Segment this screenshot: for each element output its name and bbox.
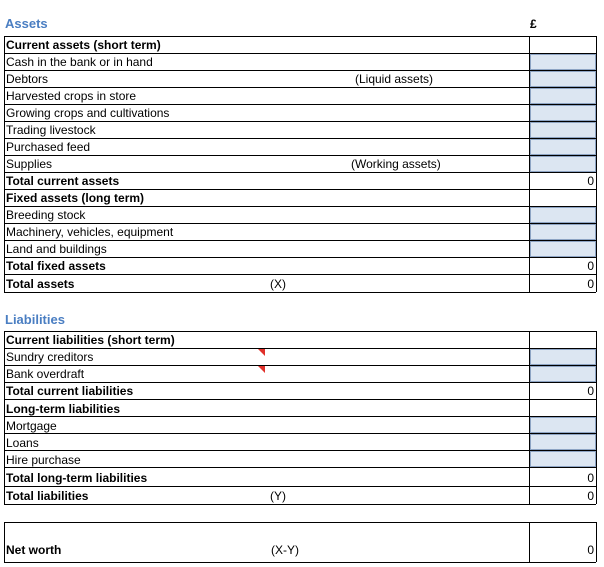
row-divider: [4, 450, 596, 451]
row-divider: [4, 53, 596, 54]
table-border: [4, 36, 596, 37]
currency-symbol: £: [530, 17, 537, 31]
debtors-label: Debtors: [6, 72, 49, 86]
row-divider: [4, 365, 596, 366]
harvested-crops-input[interactable]: [530, 88, 596, 104]
hire-purchase-input[interactable]: [530, 451, 596, 467]
row-divider: [4, 70, 596, 71]
row-divider: [4, 121, 596, 122]
row-divider: [4, 223, 596, 224]
total-current-liabilities-value: 0: [587, 384, 594, 398]
growing-crops-label: Growing crops and cultivations: [6, 106, 170, 120]
net-worth-value: 0: [587, 543, 594, 557]
net-worth-label: Net worth: [6, 543, 62, 557]
long-term-liabilities-heading: Long-term liabilities: [6, 402, 121, 416]
total-liabilities-label: Total liabilities: [6, 489, 89, 503]
debtors-input[interactable]: [530, 71, 596, 87]
row-divider: [4, 486, 596, 487]
row-divider: [4, 138, 596, 139]
total-long-term-liabilities-value: 0: [587, 471, 594, 485]
growing-crops-input[interactable]: [530, 105, 596, 121]
land-buildings-label: Land and buildings: [6, 242, 107, 256]
harvested-crops-label: Harvested crops in store: [6, 89, 137, 103]
row-divider: [4, 155, 596, 156]
table-border: [4, 522, 5, 562]
total-current-assets-value: 0: [587, 174, 594, 188]
purchased-feed-label: Purchased feed: [6, 140, 91, 154]
cash-label: Cash in the bank or in hand: [6, 55, 153, 69]
assets-heading: Assets: [5, 16, 48, 31]
mortgage-label: Mortgage: [6, 419, 57, 433]
comment-marker-icon[interactable]: [258, 349, 265, 356]
table-border: [4, 331, 5, 504]
table-border: [4, 331, 596, 332]
sundry-creditors-input[interactable]: [530, 349, 596, 365]
total-liabilities-value: 0: [587, 489, 594, 503]
total-liabilities-marker: (Y): [270, 489, 286, 503]
total-assets-value: 0: [587, 277, 594, 291]
table-border: [596, 36, 597, 292]
current-assets-heading: Current assets (short term): [6, 38, 161, 52]
comment-marker-icon[interactable]: [258, 366, 265, 373]
table-border: [596, 331, 597, 504]
liabilities-heading: Liabilities: [5, 312, 65, 327]
row-divider: [4, 206, 596, 207]
row-divider: [4, 257, 596, 258]
land-buildings-input[interactable]: [530, 241, 596, 257]
breeding-stock-label: Breeding stock: [6, 208, 86, 222]
row-divider: [4, 172, 596, 173]
total-fixed-assets-label: Total fixed assets: [6, 259, 106, 273]
row-divider: [4, 382, 596, 383]
row-divider: [4, 189, 596, 190]
total-assets-label: Total assets: [6, 277, 75, 291]
loans-label: Loans: [6, 436, 39, 450]
total-assets-marker: (X): [270, 277, 286, 291]
table-border: [4, 562, 596, 563]
mortgage-input[interactable]: [530, 417, 596, 433]
trading-livestock-label: Trading livestock: [6, 123, 96, 137]
machinery-input[interactable]: [530, 224, 596, 240]
liquid-assets-note: (Liquid assets): [355, 72, 434, 86]
row-divider: [4, 416, 596, 417]
table-border: [4, 522, 596, 523]
row-divider: [4, 104, 596, 105]
trading-livestock-input[interactable]: [530, 122, 596, 138]
working-assets-note: (Working assets): [351, 157, 441, 171]
bank-overdraft-label: Bank overdraft: [6, 367, 85, 381]
row-divider: [4, 433, 596, 434]
row-divider: [4, 240, 596, 241]
cash-input[interactable]: [530, 54, 596, 70]
row-divider: [4, 467, 596, 468]
breeding-stock-input[interactable]: [530, 207, 596, 223]
table-border: [596, 522, 597, 562]
fixed-assets-heading: Fixed assets (long term): [6, 191, 145, 205]
row-divider: [4, 274, 596, 275]
machinery-label: Machinery, vehicles, equipment: [6, 225, 174, 239]
purchased-feed-input[interactable]: [530, 139, 596, 155]
row-divider: [4, 348, 596, 349]
table-border: [4, 292, 596, 293]
total-current-assets-label: Total current assets: [6, 174, 120, 188]
current-liabilities-heading: Current liabilities (short term): [6, 333, 175, 347]
supplies-input[interactable]: [530, 156, 596, 172]
table-border: [4, 504, 596, 505]
row-divider: [4, 399, 596, 400]
total-current-liabilities-label: Total current liabilities: [6, 384, 134, 398]
bank-overdraft-input[interactable]: [530, 366, 596, 382]
total-long-term-liabilities-label: Total long-term liabilities: [6, 471, 148, 485]
net-worth-marker: (X-Y): [271, 543, 299, 557]
sundry-creditors-label: Sundry creditors: [6, 350, 94, 364]
loans-input[interactable]: [530, 434, 596, 450]
total-fixed-assets-value: 0: [587, 259, 594, 273]
supplies-label: Supplies: [6, 157, 53, 171]
hire-purchase-label: Hire purchase: [6, 453, 81, 467]
table-border: [4, 36, 5, 292]
row-divider: [4, 87, 596, 88]
